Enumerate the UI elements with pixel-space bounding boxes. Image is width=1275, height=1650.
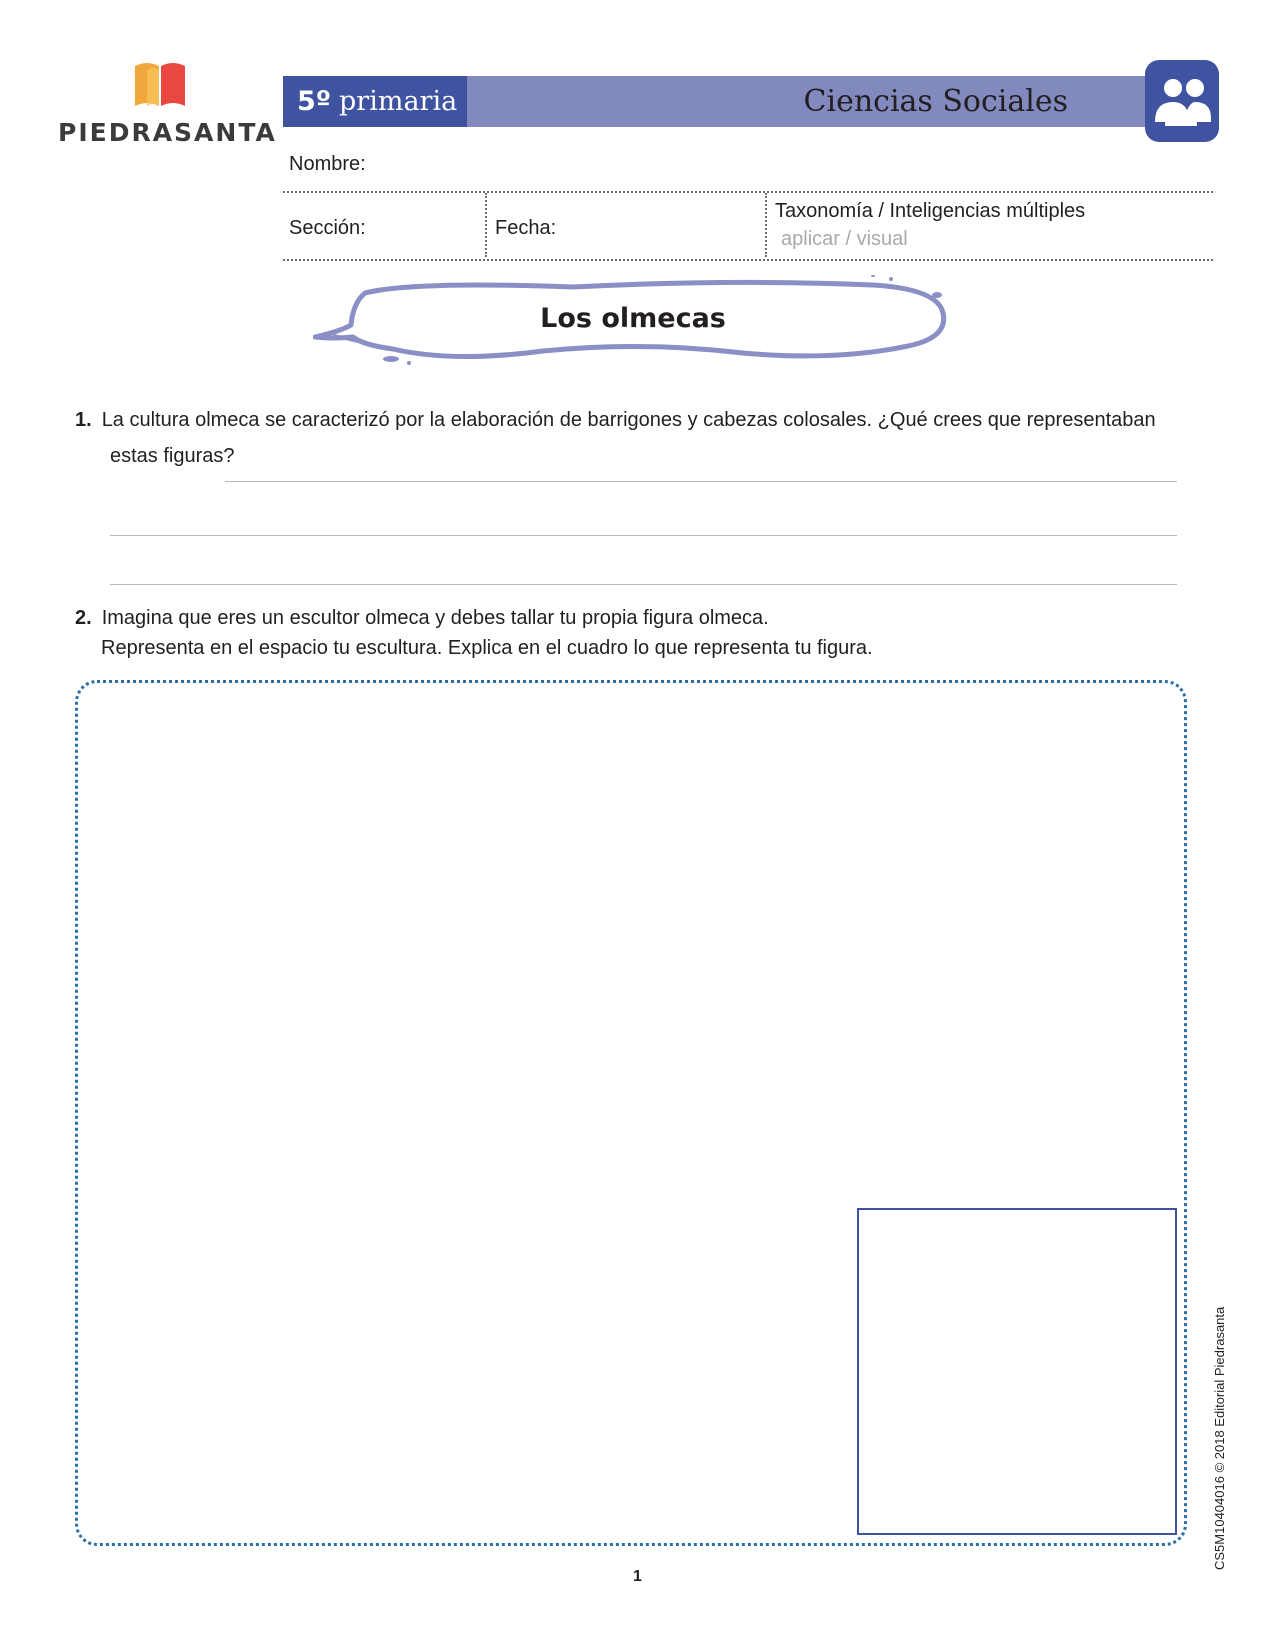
question-number: 1. bbox=[75, 409, 92, 431]
nombre-label: Nombre: bbox=[289, 153, 366, 175]
question-text: Imagina que eres un escultor olmeca y debes tallar tu propia figura olmeca. bbox=[101, 607, 769, 629]
question-2-continuation: Representa en el espacio tu escultura. Explica en el cuadro lo que representa tu figura. bbox=[101, 637, 873, 659]
worksheet-title: Los olmecas bbox=[540, 303, 726, 334]
copyright-notice: CS5M10404016 © 2018 Editorial Piedrasanta bbox=[1212, 1306, 1227, 1570]
people-group-icon bbox=[1145, 60, 1219, 142]
nombre-field-line[interactable] bbox=[283, 191, 1213, 193]
question-number: 2. bbox=[75, 607, 92, 629]
divider bbox=[485, 193, 487, 257]
grade-label: primaria bbox=[339, 86, 458, 117]
question-1 bbox=[75, 402, 1205, 438]
form-bottom-line bbox=[283, 259, 1213, 261]
seccion-label: Sección: bbox=[289, 217, 366, 239]
page-number: 1 bbox=[633, 1568, 642, 1585]
divider bbox=[765, 193, 767, 257]
subject-title: Ciencias Sociales bbox=[803, 84, 1068, 119]
book-logo-icon bbox=[133, 60, 187, 110]
question-text: La cultura olmeca se caracterizó por la elaboración de barrigones y cabezas colosales. ¿Qué crees que representaban bbox=[101, 409, 1156, 431]
publisher-logo bbox=[58, 60, 277, 155]
title-badge bbox=[313, 275, 953, 375]
taxonomy-label: Taxonomía / Inteligencias múltiples bbox=[775, 200, 1086, 222]
grade-box bbox=[283, 76, 467, 127]
publisher-name: PIEDRASANTA bbox=[58, 118, 277, 147]
answer-line[interactable] bbox=[225, 481, 1177, 482]
answer-line[interactable] bbox=[110, 584, 1177, 585]
answer-line[interactable] bbox=[110, 535, 1177, 536]
header-bar bbox=[283, 76, 1163, 127]
taxonomy-value: aplicar / visual bbox=[781, 228, 908, 250]
question-1-continuation: estas figuras? bbox=[110, 445, 235, 467]
fecha-label: Fecha: bbox=[495, 217, 557, 239]
explanation-box[interactable] bbox=[857, 1208, 1177, 1535]
grade-number: 5º bbox=[297, 86, 332, 117]
